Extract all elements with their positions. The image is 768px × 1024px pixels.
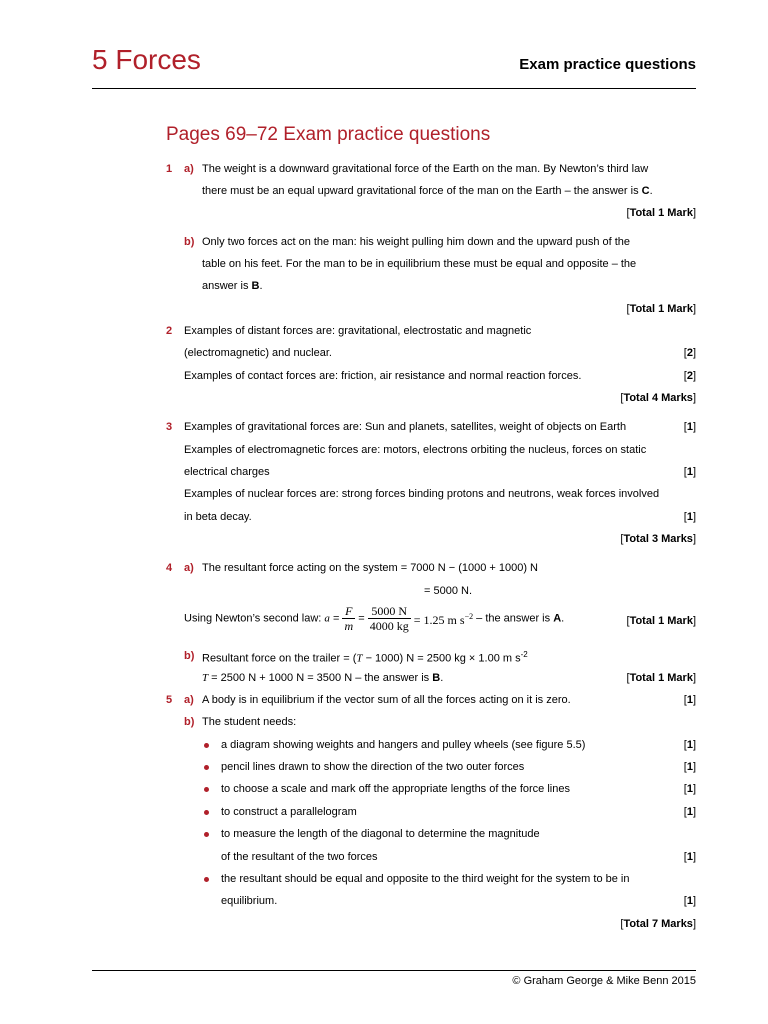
answer-text: Examples of nuclear forces are: strong forces binding protons and neutrons, weak forces involved (184, 488, 660, 500)
total-marks: [Total 7 Marks] (620, 918, 696, 930)
list-item: pencil lines drawn to show the direction of the two outer forces (221, 761, 525, 773)
answer-text: The weight is a downward gravitational force of the Earth on the man. By Newton’s third law (202, 163, 649, 175)
header-rule (92, 88, 696, 89)
fraction-F-over-m: $\frac{F}{m}$ (344, 604, 354, 633)
bullet-icon (204, 877, 209, 882)
section-title: Pages 69–72 Exam practice questions (166, 124, 491, 145)
mark: [1] (683, 466, 696, 478)
copyright-footer: © Graham George & Mike Benn 2015 (512, 975, 696, 987)
mark: [2] (683, 370, 696, 382)
mark: [2] (683, 347, 696, 359)
answer-text: T = 2500 N + 1000 N = 3500 N – the answer is B. (202, 672, 444, 684)
answer-text: table on his feet. For the man to be in equilibrium these must be equal and opposite – the (202, 258, 637, 270)
answer-text: The resultant force acting on the system = 7000 N − (1000 + 1000) N (202, 562, 538, 574)
part-label: b) (184, 716, 195, 728)
part-label: a) (184, 694, 194, 706)
question-number: 4 (166, 562, 173, 574)
mark: [1] (683, 421, 696, 433)
bullet-icon (204, 787, 209, 792)
total-marks: [Total 1 Mark] (626, 615, 696, 627)
list-item-continued: of the resultant of the two forces (221, 851, 378, 863)
question-number: 1 (166, 163, 173, 175)
answer-text: in beta decay. (184, 511, 252, 523)
mark: [1] (683, 511, 696, 523)
question-number: 5 (166, 694, 173, 706)
chapter-title: 5 Forces (92, 44, 201, 75)
total-marks: [Total 3 Marks] (620, 533, 696, 545)
bullet-icon (204, 810, 209, 815)
list-item: to choose a scale and mark off the appropriate lengths of the force lines (221, 783, 570, 795)
list-item: to measure the length of the diagonal to determine the magnitude (221, 828, 540, 840)
answer-text: Only two forces act on the man: his weight pulling him down and the upward push of the (202, 236, 631, 248)
answer-text: = 5000 N. (424, 585, 473, 597)
answer-text: there must be an equal upward gravitational force of the man on the Earth – the answer is C. (202, 185, 653, 197)
answer-text: answer is B. (202, 280, 263, 292)
question-number: 3 (166, 421, 173, 433)
answer-text: A body is in equilibrium if the vector sum of all the forces acting on it is zero. (202, 694, 571, 706)
part-label: a) (184, 562, 194, 574)
answer-text: Examples of electromagnetic forces are: motors, electrons orbiting the nucleus, forces on static (184, 444, 647, 456)
total-marks: [Total 1 Mark] (626, 303, 696, 315)
question-number: 2 (166, 325, 173, 337)
list-item: the resultant should be equal and opposite to the third weight for the system to be in (221, 873, 630, 885)
mark: [1] (683, 783, 696, 795)
answer-text: electrical charges (184, 466, 270, 478)
answer-text: Examples of gravitational forces are: Sun and planets, satellites, weight of objects on Earth (184, 421, 627, 433)
total-marks: [Total 4 Marks] (620, 392, 696, 404)
mark: [1] (683, 761, 696, 773)
mark: [1] (683, 694, 696, 706)
total-marks: [Total 1 Mark] (626, 207, 696, 219)
answer-text: Examples of distant forces are: gravitational, electrostatic and magnetic (184, 325, 532, 337)
total-marks: [Total 1 Mark] (626, 672, 696, 684)
list-item-continued: equilibrium. (221, 895, 278, 907)
footer-rule (92, 970, 696, 971)
mark: [1] (683, 851, 696, 863)
answer-text: Examples of contact forces are: friction, air resistance and normal reaction forces. (184, 370, 582, 382)
mark: [1] (683, 806, 696, 818)
part-label: b) (184, 650, 195, 662)
list-item: a diagram showing weights and hangers and pulley wheels (see figure 5.5) (221, 739, 586, 751)
mark: [1] (683, 739, 696, 751)
fraction-values: $\frac{5000 N}{4000 kg}$ (369, 604, 409, 633)
bullet-icon (204, 832, 209, 837)
header-subtitle: Exam practice questions (519, 56, 696, 73)
part-label: b) (184, 236, 195, 248)
bullet-icon (204, 765, 209, 770)
equation-line: Using Newton’s second law: a = $\frac{F}{m}$ = $\frac{5000 N}{4000 kg}$ = 1.25 m $s^{-2}$ – the answer is A. (184, 604, 565, 633)
answer-text: The student needs: (202, 716, 297, 728)
list-item: to construct a parallelogram (221, 806, 357, 818)
part-label: a) (184, 163, 194, 175)
mark: [1] (683, 895, 696, 907)
bullet-icon (204, 743, 209, 748)
answer-text: Resultant force on the trailer = (T − 1000) N = 2500 kg × 1.00 m $s^{-2}$ (202, 650, 528, 665)
answer-text: (electromagnetic) and nuclear. (184, 347, 332, 359)
